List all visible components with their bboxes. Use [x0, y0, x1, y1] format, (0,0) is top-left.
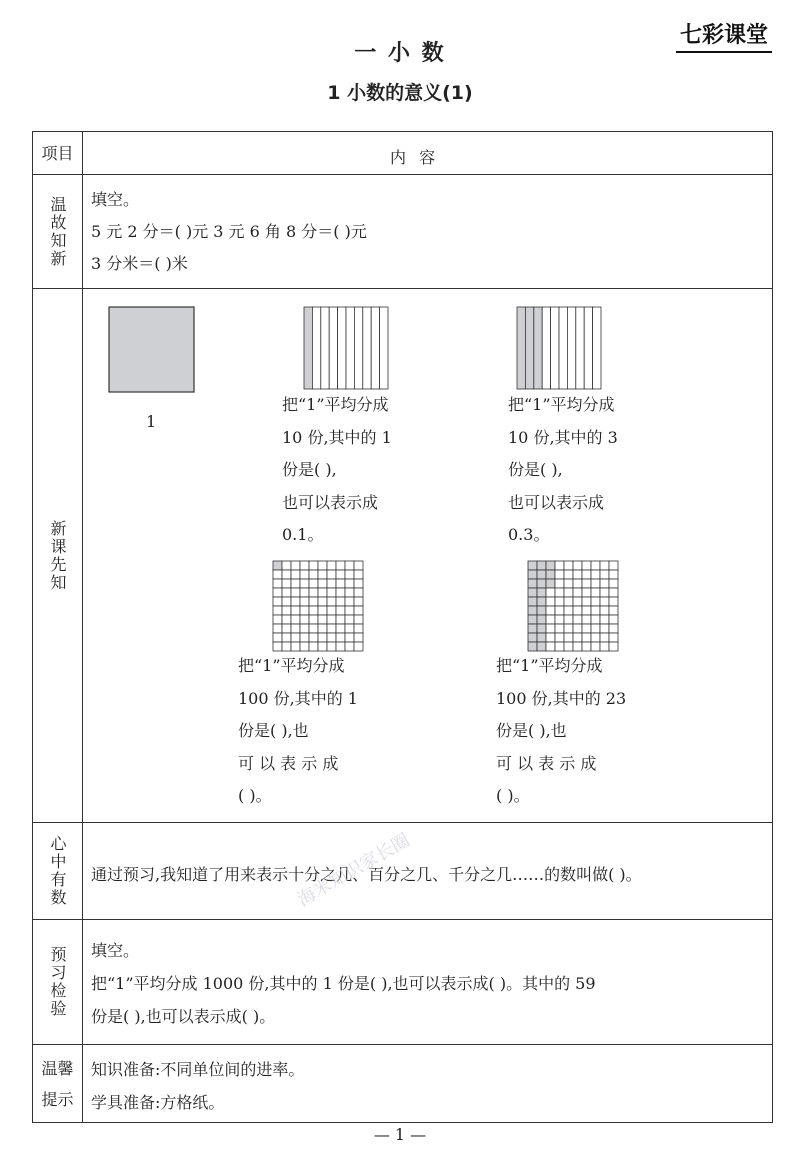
- hundredth-cell: [537, 579, 546, 588]
- hundredth-cell: [573, 579, 582, 588]
- hundredth-cell: [354, 570, 363, 579]
- hundredth-cell: [600, 579, 609, 588]
- watermark: 海米知识家长圈: [293, 829, 414, 911]
- hundredth-cell: [336, 597, 345, 606]
- hundredth-cell: [354, 579, 363, 588]
- hundredth-cell: [609, 570, 618, 579]
- hundredth-cell: [537, 561, 546, 570]
- hundredth-cell: [528, 615, 537, 624]
- lesson-title: 1 小数的意义(1): [327, 82, 473, 104]
- hundredth-cell: [582, 570, 591, 579]
- hundredth-cell: [309, 633, 318, 642]
- tenth-strip: [321, 307, 329, 389]
- tenths-grid-1: [303, 306, 393, 392]
- hundredth-cell: [600, 561, 609, 570]
- hundredth-cell: [318, 606, 327, 615]
- tenth-strip: [517, 307, 525, 389]
- hundredth-cell: [528, 570, 537, 579]
- hundredth-cell: [564, 570, 573, 579]
- check-line: 份是( ),也可以表示成( )。: [91, 1007, 276, 1026]
- hundredth-cell: [309, 624, 318, 633]
- tenth-strip: [312, 307, 320, 389]
- hundredth-cell: [564, 606, 573, 615]
- hundredth-cell: [591, 606, 600, 615]
- panel-a-line: 0.1。: [282, 525, 324, 544]
- hundredth-cell: [555, 624, 564, 633]
- table-row-divider: [32, 174, 773, 175]
- hundredth-cell: [291, 579, 300, 588]
- hundredth-cell: [309, 597, 318, 606]
- hundredth-cell: [537, 588, 546, 597]
- hundredth-cell: [282, 561, 291, 570]
- hundredth-cell: [564, 633, 573, 642]
- hundredth-cell: [564, 597, 573, 606]
- tenth-strip: [534, 307, 542, 389]
- review-content: [91, 184, 367, 280]
- hundredth-cell: [573, 633, 582, 642]
- hundredth-cell: [345, 633, 354, 642]
- hundredth-cell: [555, 633, 564, 642]
- hundredth-cell: [573, 606, 582, 615]
- hundredth-cell: [609, 615, 618, 624]
- hundredth-cell: [327, 633, 336, 642]
- hundredth-cell: [327, 597, 336, 606]
- hundredth-cell: [345, 570, 354, 579]
- hundredth-cell: [573, 561, 582, 570]
- table-column-divider: [82, 131, 83, 1123]
- tenth-strip: [354, 307, 362, 389]
- hundredth-cell: [555, 615, 564, 624]
- hundredth-cell: [300, 615, 309, 624]
- header-content-label: 内 容: [390, 148, 440, 167]
- tips-content: [91, 1053, 304, 1119]
- hundredth-cell: [318, 615, 327, 624]
- panel-d-line: 可 以 表 示 成: [496, 753, 597, 773]
- panel-b-text: [508, 389, 618, 552]
- hundredth-cell: [537, 570, 546, 579]
- hundredth-cell: [600, 633, 609, 642]
- hundredth-cell: [336, 606, 345, 615]
- hundredth-cell: [273, 588, 282, 597]
- page-number: — 1 —: [373, 1125, 427, 1144]
- tenth-strip: [559, 307, 567, 389]
- hundredth-cell: [327, 588, 336, 597]
- hundredth-cell: [282, 615, 291, 624]
- panel-d-line: ( )。: [496, 786, 530, 805]
- hundredth-cell: [309, 606, 318, 615]
- hundredth-cell: [354, 561, 363, 570]
- hundredth-cell: [291, 561, 300, 570]
- hundredth-cell: [291, 570, 300, 579]
- tips-label: [33, 1045, 82, 1122]
- panel-c-line: 100 份,其中的 1: [238, 688, 358, 708]
- hundredth-cell: [546, 624, 555, 633]
- hundredth-cell: [336, 588, 345, 597]
- hundredth-cell: [609, 579, 618, 588]
- hundredth-cell: [591, 561, 600, 570]
- newlesson-label: 新课先知: [48, 519, 67, 592]
- hundredth-cell: [528, 633, 537, 642]
- check-line: 填空。: [91, 941, 140, 960]
- hundredth-cell: [564, 588, 573, 597]
- hundredth-cell: [345, 597, 354, 606]
- brand-logo: 七彩课堂: [676, 18, 772, 53]
- table-row-divider: [32, 822, 773, 823]
- hundredth-cell: [318, 561, 327, 570]
- hundredth-cell: [336, 570, 345, 579]
- hundredth-cell: [291, 633, 300, 642]
- hundredth-cell: [591, 588, 600, 597]
- hundredth-cell: [537, 597, 546, 606]
- hundredth-cell: [528, 597, 537, 606]
- panel-c-line: 把“1”平均分成: [238, 656, 345, 675]
- hundredth-cell: [273, 561, 282, 570]
- hundredth-cell: [546, 588, 555, 597]
- hundredth-cell: [582, 615, 591, 624]
- unit-square-figure: [108, 306, 196, 394]
- tenth-strip: [380, 307, 388, 389]
- review-line: 填空。: [91, 190, 140, 209]
- hundredth-cell: [327, 570, 336, 579]
- hundredth-cell: [564, 615, 573, 624]
- hundredth-cell: [555, 597, 564, 606]
- hundredth-cell: [273, 579, 282, 588]
- hundredth-cell: [282, 624, 291, 633]
- hundredth-cell: [564, 624, 573, 633]
- hundredth-cell: [354, 606, 363, 615]
- tips-line: 学具准备:方格纸。: [91, 1093, 225, 1112]
- panel-a-line: 把“1”平均分成: [282, 395, 389, 414]
- header-item-label: 项目: [41, 143, 74, 163]
- hundredth-cell: [282, 570, 291, 579]
- hundredth-cell: [318, 624, 327, 633]
- hundredth-cell: [573, 597, 582, 606]
- hundredth-cell: [546, 570, 555, 579]
- panel-c-line: 份是( ),也: [238, 721, 309, 740]
- table-row-divider: [32, 1044, 773, 1045]
- tenths-grid-3: [516, 306, 606, 392]
- tenth-strip: [338, 307, 346, 389]
- hundredth-cell: [582, 561, 591, 570]
- panel-b-line: 也可以表示成: [508, 492, 605, 512]
- hundredth-cell: [327, 615, 336, 624]
- hundredth-cell: [564, 561, 573, 570]
- tenth-strip: [525, 307, 533, 389]
- tenth-strip: [304, 307, 312, 389]
- hundredth-cell: [546, 615, 555, 624]
- hundredth-cell: [591, 570, 600, 579]
- hundredth-cell: [327, 579, 336, 588]
- hundredth-cell: [318, 633, 327, 642]
- tenth-strip: [542, 307, 550, 389]
- hundredth-cell: [528, 624, 537, 633]
- panel-d-line: 份是( ),也: [496, 721, 567, 740]
- hundredth-cell: [309, 570, 318, 579]
- hundredth-cell: [600, 624, 609, 633]
- hundredth-cell: [300, 570, 309, 579]
- hundredth-cell: [546, 597, 555, 606]
- hundredth-cell: [318, 597, 327, 606]
- hundredth-cell: [582, 588, 591, 597]
- hundredth-cell: [291, 597, 300, 606]
- hundredth-cell: [345, 588, 354, 597]
- hundredth-cell: [582, 579, 591, 588]
- hundredth-cell: [291, 615, 300, 624]
- review-line: 5 元 2 分＝( )元 3 元 6 角 8 分＝( )元: [91, 222, 367, 241]
- hundredth-cell: [273, 606, 282, 615]
- chapter-title: 一 小 数: [354, 41, 446, 66]
- hundredth-cell: [300, 579, 309, 588]
- hundredth-cell: [573, 624, 582, 633]
- panel-d-text: [496, 650, 626, 813]
- hundredth-cell: [555, 561, 564, 570]
- tenth-strip: [576, 307, 584, 389]
- hundredth-cell: [600, 597, 609, 606]
- hundredth-cell: [318, 579, 327, 588]
- hundredth-cell: [582, 606, 591, 615]
- hundredth-cell: [327, 606, 336, 615]
- hundredth-cell: [309, 579, 318, 588]
- hundredth-cell: [309, 615, 318, 624]
- hundredth-cell: [591, 615, 600, 624]
- hundredth-cell: [600, 606, 609, 615]
- hundredth-cell: [300, 633, 309, 642]
- hundredth-cell: [354, 624, 363, 633]
- tenth-strip: [584, 307, 592, 389]
- check-label: 预习检验: [48, 946, 67, 1018]
- hundredth-cell: [546, 606, 555, 615]
- hundredth-cell: [609, 624, 618, 633]
- hundredth-cell: [336, 579, 345, 588]
- hundredth-cell: [609, 633, 618, 642]
- hundredth-cell: [345, 579, 354, 588]
- hundredth-cell: [546, 579, 555, 588]
- panel-b-line: 0.3。: [508, 525, 550, 544]
- hundredth-cell: [318, 570, 327, 579]
- hundredth-cell: [300, 588, 309, 597]
- panel-a-line: 10 份,其中的 1: [282, 427, 392, 447]
- hundredth-cell: [528, 561, 537, 570]
- hundredth-cell: [528, 588, 537, 597]
- hundredth-cell: [336, 633, 345, 642]
- hundredth-cell: [582, 597, 591, 606]
- hundredth-cell: [528, 606, 537, 615]
- hundredth-cell: [528, 579, 537, 588]
- hundredth-cell: [273, 570, 282, 579]
- panel-c-line: 可 以 表 示 成: [238, 753, 339, 773]
- hundredth-cell: [591, 579, 600, 588]
- hundredth-cell: [591, 633, 600, 642]
- hundredth-cell: [537, 624, 546, 633]
- hundredth-cell: [300, 624, 309, 633]
- tenth-strip: [567, 307, 575, 389]
- tips-label-text: 温馨 提示: [41, 1058, 74, 1109]
- hundredth-cell: [546, 561, 555, 570]
- hundredth-cell: [300, 597, 309, 606]
- hundredth-cell: [273, 624, 282, 633]
- hundredth-cell: [300, 561, 309, 570]
- hundredth-cell: [609, 561, 618, 570]
- reflection-text: 通过预习,我知道了用来表示十分之几、百分之几、千分之几……的数叫做( )。: [91, 865, 642, 884]
- hundredth-cell: [555, 606, 564, 615]
- hundredth-cell: [282, 588, 291, 597]
- hundredth-cell: [273, 615, 282, 624]
- hundredth-cell: [345, 624, 354, 633]
- hundredth-cell: [327, 624, 336, 633]
- check-line: 把“1”平均分成 1000 份,其中的 1 份是( ),也可以表示成( )。其中的 59: [91, 974, 596, 993]
- hundredth-cell: [582, 624, 591, 633]
- hundredth-cell: [282, 579, 291, 588]
- tenth-strip: [363, 307, 371, 389]
- hundredth-cell: [291, 606, 300, 615]
- hundredth-cell: [282, 606, 291, 615]
- hundredth-cell: [600, 588, 609, 597]
- tenth-strip: [329, 307, 337, 389]
- panel-b-line: 份是( ),: [508, 460, 563, 479]
- tips-line: 知识准备:不同单位间的进率。: [91, 1060, 305, 1079]
- hundredth-cell: [273, 597, 282, 606]
- hundredth-cell: [555, 588, 564, 597]
- tenth-strip: [346, 307, 354, 389]
- hundredth-cell: [300, 606, 309, 615]
- hundredth-cell: [345, 615, 354, 624]
- tenth-strip: [551, 307, 559, 389]
- review-line: 3 分米＝( )米: [91, 254, 188, 273]
- hundredth-cell: [573, 615, 582, 624]
- hundredth-cell: [573, 570, 582, 579]
- reflection-label: 心中有数: [48, 835, 67, 907]
- hundredth-cell: [309, 588, 318, 597]
- hundredth-cell: [327, 561, 336, 570]
- hundredth-cell: [354, 615, 363, 624]
- table-row-divider: [32, 919, 773, 920]
- hundredth-cell: [291, 588, 300, 597]
- check-content: [91, 934, 596, 1033]
- hundredth-cell: [345, 606, 354, 615]
- hundredth-cell: [336, 624, 345, 633]
- panel-a-line: 份是( ),: [282, 460, 337, 479]
- panel-b-line: 把“1”平均分成: [508, 395, 615, 414]
- hundredth-cell: [600, 570, 609, 579]
- hundredth-cell: [309, 561, 318, 570]
- hundredth-cell: [336, 561, 345, 570]
- hundredths-grid-23: [527, 560, 619, 652]
- hundredth-cell: [537, 633, 546, 642]
- tenth-strip: [371, 307, 379, 389]
- hundredth-cell: [609, 606, 618, 615]
- hundredths-grid-1: [272, 560, 364, 652]
- panel-d-line: 100 份,其中的 23: [496, 688, 627, 708]
- hundredth-cell: [282, 597, 291, 606]
- hundredth-cell: [291, 624, 300, 633]
- hundredth-cell: [609, 588, 618, 597]
- panel-a-line: 也可以表示成: [282, 492, 379, 512]
- tenth-strip: [593, 307, 601, 389]
- hundredth-cell: [591, 597, 600, 606]
- hundredth-cell: [537, 606, 546, 615]
- hundredth-cell: [354, 588, 363, 597]
- panel-c-line: ( )。: [238, 786, 272, 805]
- hundredth-cell: [318, 588, 327, 597]
- hundredth-cell: [354, 633, 363, 642]
- hundredth-cell: [573, 588, 582, 597]
- panel-c-text: [238, 650, 358, 813]
- hundredth-cell: [555, 570, 564, 579]
- hundredth-cell: [591, 624, 600, 633]
- review-label: 温故知新: [48, 195, 67, 268]
- panel-d-line: 把“1”平均分成: [496, 656, 603, 675]
- hundredth-cell: [336, 615, 345, 624]
- unit-square-label: 1: [146, 412, 157, 431]
- hundredth-cell: [282, 633, 291, 642]
- hundredth-cell: [555, 579, 564, 588]
- panel-b-line: 10 份,其中的 3: [508, 427, 618, 447]
- panel-a-text: [282, 389, 392, 552]
- hundredth-cell: [564, 579, 573, 588]
- hundredth-cell: [600, 615, 609, 624]
- hundredth-cell: [546, 633, 555, 642]
- hundredth-cell: [273, 633, 282, 642]
- hundredth-cell: [345, 561, 354, 570]
- hundredth-cell: [537, 615, 546, 624]
- table-row-divider: [32, 288, 773, 289]
- hundredth-cell: [609, 597, 618, 606]
- hundredth-cell: [354, 597, 363, 606]
- hundredth-cell: [582, 633, 591, 642]
